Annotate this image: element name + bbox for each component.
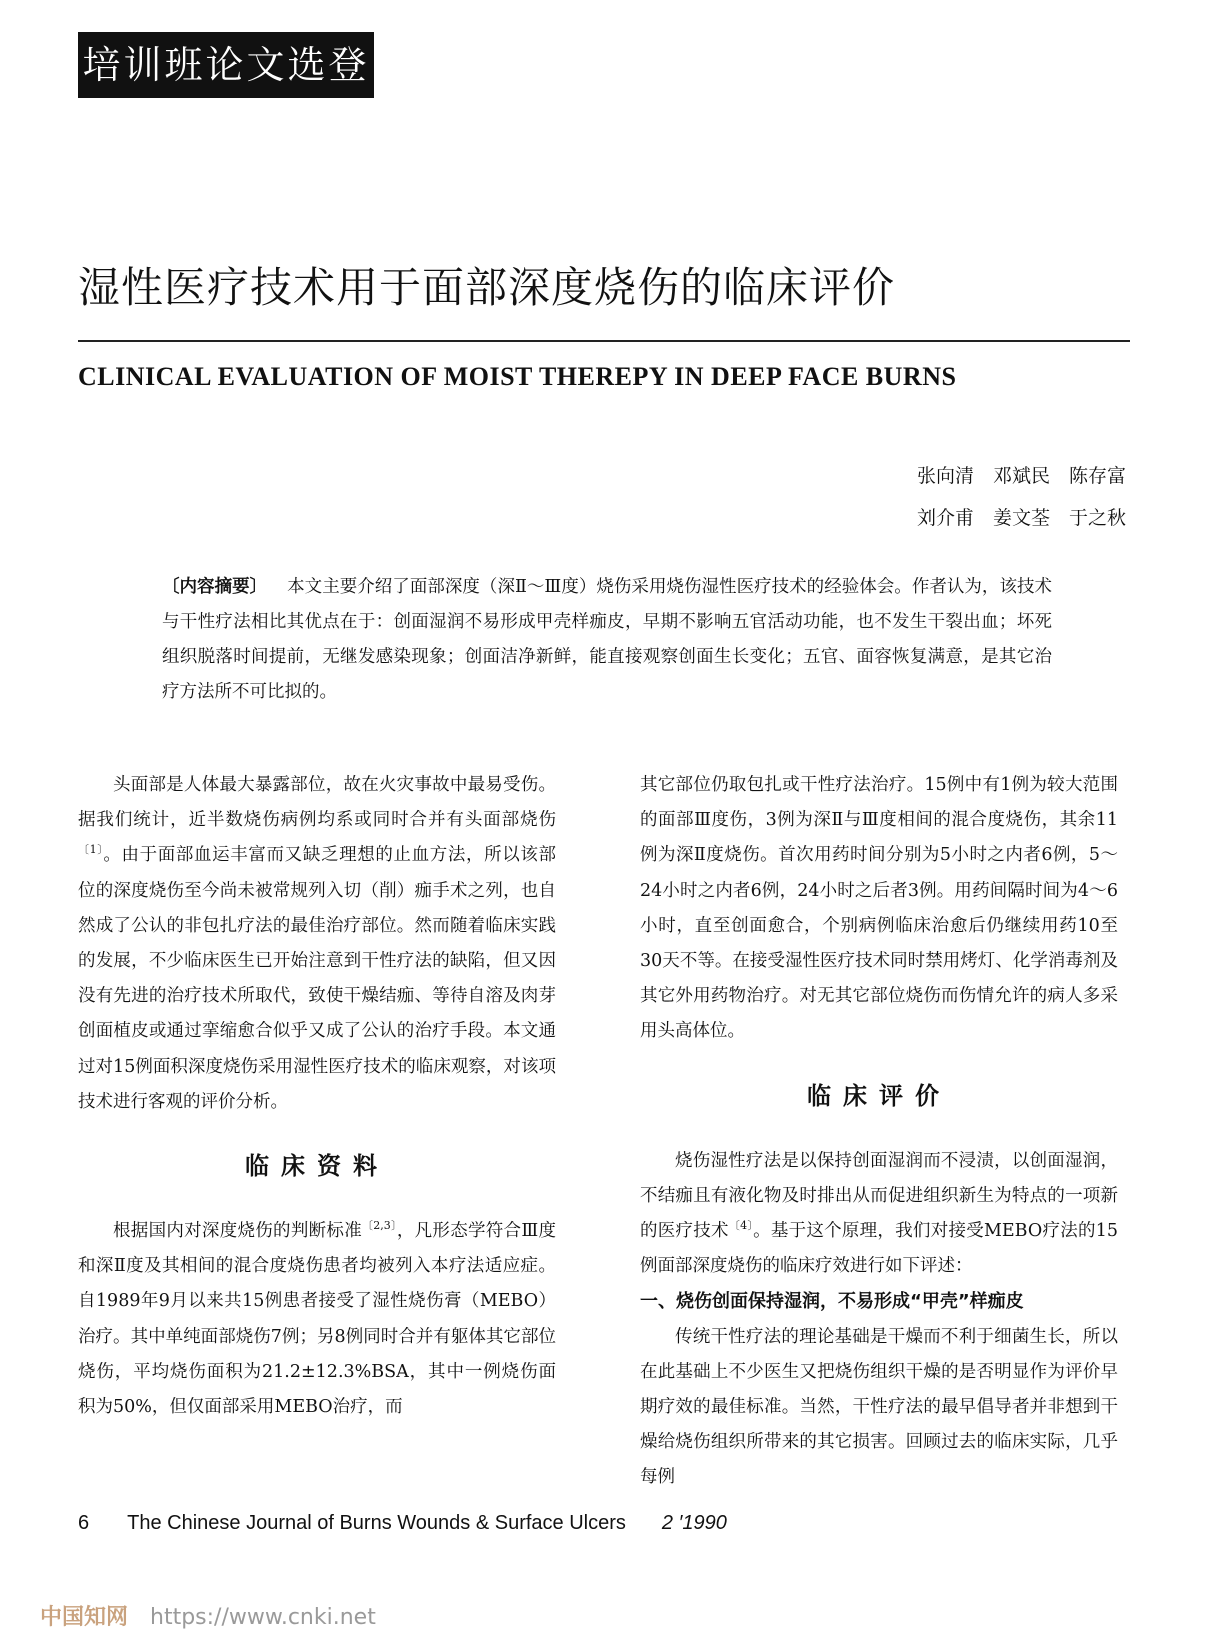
journal-issue: 2 ′1990 <box>661 1512 727 1534</box>
title-chinese: 湿性医疗技术用于面部深度烧伤的临床评价 <box>78 263 896 312</box>
clinical-data-paragraph <box>78 1214 556 1425</box>
intro-text-b: 。由于面部血运丰富而又缺乏理想的止血方法，所以该部位的深度烧伤至今尚未被常规列入切（削）痂手术之列，也自然成了公认的非包扎疗法的最佳治疗部位。然而随着临床实践的发展，不少临床医生已开始注意到干性疗法的缺陷，但又因没有先进的治疗技术所取代，致使干燥结痂、等待自溶及肉芽创面植皮或通过挛缩愈合似乎又成了公认的治疗手段。本文通过对15例面积深度烧伤采用湿性医疗技术的临床观察，对该项技术进行客观的评价分析。 <box>78 845 556 1112</box>
heading-clinical-evaluation: 临床评价 <box>807 1081 951 1110</box>
authors-line-2: 刘介甫 姜文荃 于之秋 <box>916 507 1126 529</box>
citation-2-3: 〔2,3〕 <box>361 1219 397 1233</box>
title-rule <box>78 340 1130 342</box>
cnki-url[interactable]: https://www.cnki.net <box>150 1605 376 1630</box>
authors-line-1: 张向清 邓斌民 陈存富 <box>916 465 1126 487</box>
column-right <box>640 768 1118 1496</box>
abstract-label: 〔内容摘要〕 <box>162 577 268 597</box>
abstract <box>162 570 1052 710</box>
clinical-data-text-b: ，凡形态学符合Ⅲ度和深Ⅱ度及其相间的混合度烧伤患者均被列入本疗法适应症。自1989年9月以来共15例患者接受了湿性烧伤膏（MEBO）治疗。其中单纯面部烧伤7例；另8例同时合并有躯体其它部位烧伤，平均烧伤面积为21.2±12.3%BSA，其中一例烧伤面积为50%，但仅面部采用MEBO治疗，而 <box>78 1221 556 1418</box>
cnki-watermark <box>40 1600 376 1631</box>
citation-1: 〔1〕 <box>78 843 104 857</box>
page-number: 6 <box>78 1512 90 1534</box>
page-footer <box>78 1512 727 1535</box>
dry-therapy-paragraph: 传统干性疗法的理论基础是干燥而不利于细菌生长，所以在此基础上不少医生又把烧伤组织干燥的是否明显作为评价早期疗效的最佳标准。当然，干性疗法的最早倡导者并非想到干燥给烧伤组织所带来的其它损害。回顾过去的临床实际，几乎每例 <box>640 1326 1118 1488</box>
abstract-text: 本文主要介绍了面部深度（深Ⅱ～Ⅲ度）烧伤采用烧伤湿性医疗技术的经验体会。作者认为，该技术与干性疗法相比其优点在于：创面湿润不易形成甲壳样痂皮，早期不影响五官活动功能，也不发生干裂出血；坏死组织脱落时间提前，无继发感染现象；创面洁净新鲜，能直接观察创面生长变化；五官、面容恢复满意，是其它治疗方法所不可比拟的。 <box>162 577 1052 702</box>
intro-text-a: 头面部是人体最大暴露部位，故在火灾事故中最易受伤。据我们统计，近半数烧伤病例均系或同时合并有头面部烧伤 <box>78 775 556 831</box>
title-english: CLINICAL EVALUATION OF MOIST THEREPY IN DEEP FACE BURNS <box>78 362 957 391</box>
evaluation-text-b: 。基于这个原理，我们对接受MEBO疗法的15例面部深度烧伤的临床疗效进行如下评述： <box>640 1221 1119 1277</box>
heading-clinical-data: 临床资料 <box>245 1152 389 1181</box>
evaluation-paragraph <box>640 1144 1118 1285</box>
cnki-logo: 中国知网 <box>40 1605 129 1630</box>
authors <box>826 455 1126 539</box>
citation-4: 〔4〕 <box>728 1219 754 1233</box>
section-label: 培训班论文选登 <box>78 32 374 98</box>
clinical-data-text-a: 根据国内对深度烧伤的判断标准 <box>113 1221 362 1242</box>
journal-name: The Chinese Journal of Burns Wounds & Surface Ulcers <box>127 1512 626 1534</box>
evaluation-text-a: 烧伤湿性疗法是以保持创面湿润而不浸渍，以创面湿润，不结痂且有液化物及时排出从而促进组织新生为特点的一项新的医疗技术 <box>640 1150 1118 1242</box>
clinical-data-continued: 其它部位仍取包扎或干性疗法治疗。15例中有1例为较大范围的面部Ⅲ度伤，3例为深Ⅱ与Ⅲ度相间的混合度烧伤，其余11例为深Ⅱ度烧伤。首次用药时间分别为5小时之内者6例，5～24小时之内者6例，24小时之后者3例。用药间隔时间为4～6小时，直至创面愈合，个别病例临床治愈后仍继续用药10至30天不等。在接受湿性医疗技术同时禁用烤灯、化学消毒剂及其它外用药物治疗。对无其它部位烧伤而伤情允许的病人多采用头高体位。 <box>640 775 1118 1042</box>
subheading-moist-wound: 一、烧伤创面保持湿润，不易形成“甲壳”样痂皮 <box>640 1291 1024 1313</box>
column-left <box>78 768 556 1425</box>
intro-paragraph <box>78 768 556 1120</box>
